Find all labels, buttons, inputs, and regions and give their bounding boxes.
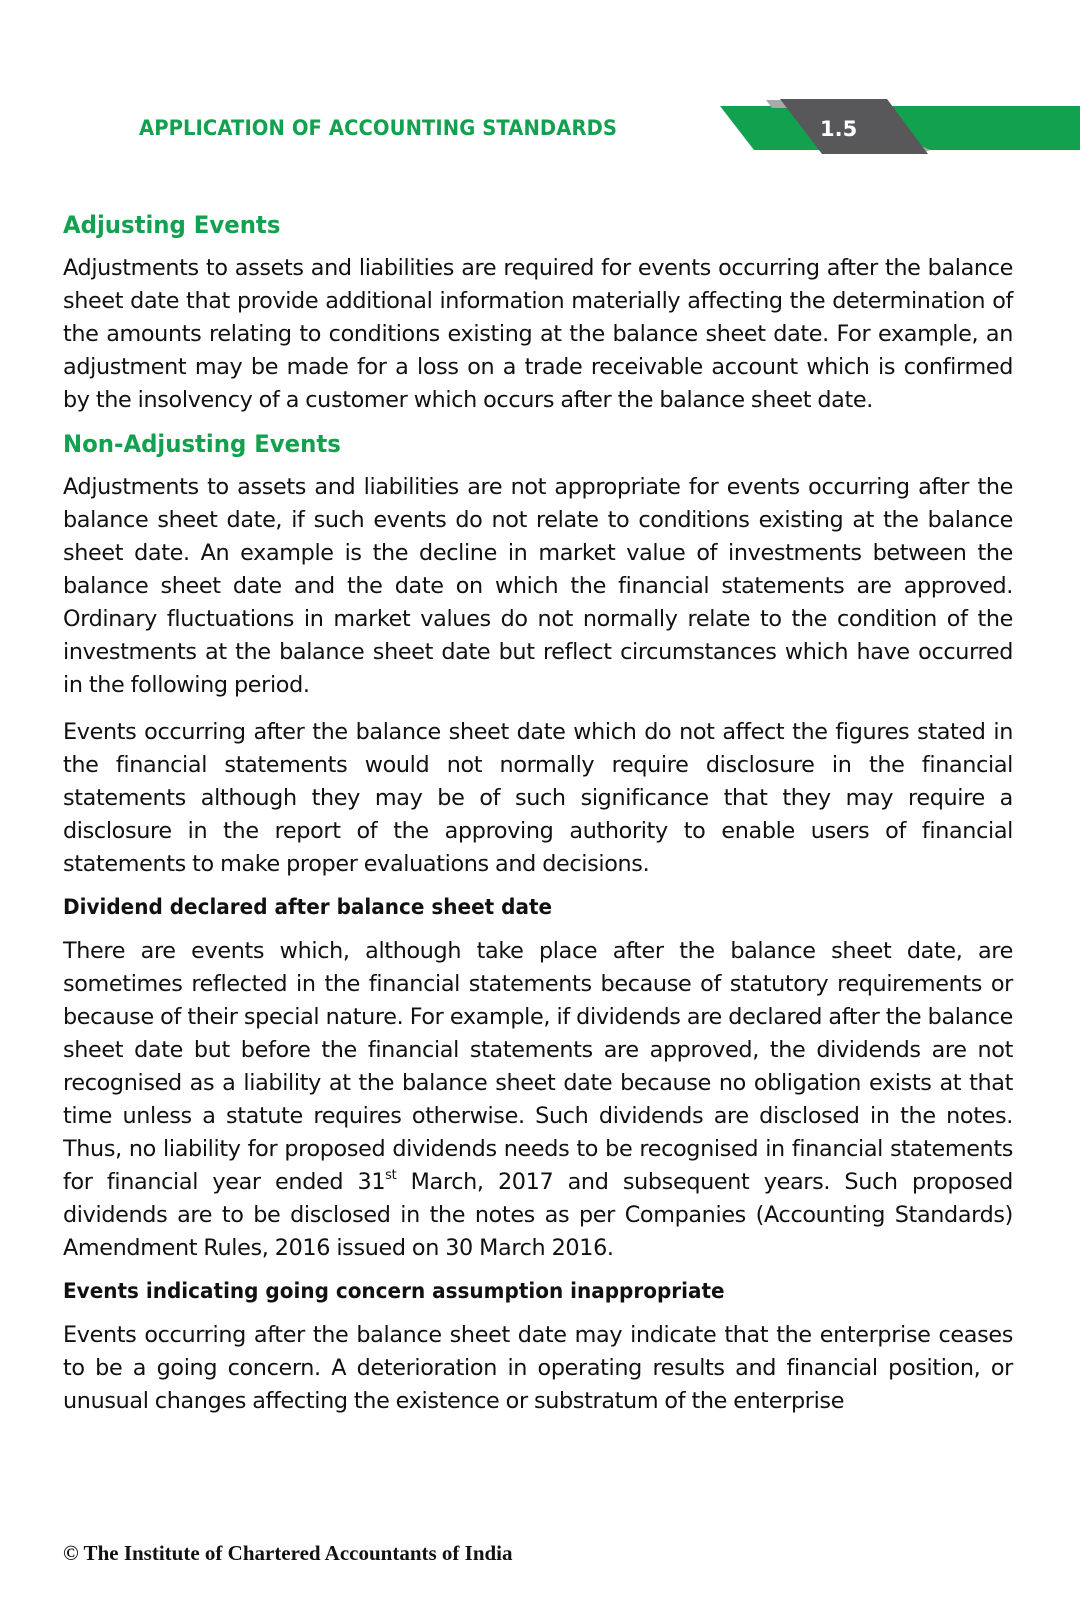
- paragraph-non-adjusting-2: Events occurring after the balance sheet date which do not affect the figures stated in the financial statements would not normally require disclosure in the financial statements although they may be of such significance that they may require a disclosure in the report of the approving authority to enable users of financial statements to make proper evaluations and decisions.: [63, 719, 1013, 877]
- main-content: [63, 210, 1013, 1418]
- paragraph-non-adjusting-1: Adjustments to assets and liabilities are not appropriate for events occurring after the balance sheet date, if such events do not relate to conditions existing at the balance sheet date. An example is the decline in market value of investments between the balance sheet date and the date on which the financial statements are approved. Ordinary fluctuations in market values do not normally relate to the condition of the investments at the balance sheet date but reflect circumstances which have occurred in the following period.: [63, 474, 1013, 698]
- paragraph-going-concern: Events occurring after the balance sheet date may indicate that the enterprise ceases to be a going concern. A deterioration in operating results and financial position, or unusual changes affecting the existence or substratum of the enterprise: [63, 1322, 1013, 1414]
- page-number: 1.5: [820, 117, 858, 141]
- heading-going-concern: Events indicating going concern assumption inappropriate: [63, 1279, 725, 1304]
- running-title: APPLICATION OF ACCOUNTING STANDARDS: [139, 116, 618, 140]
- heading-non-adjusting-events: Non-Adjusting Events: [63, 430, 341, 458]
- header-banner: [0, 0, 1080, 170]
- ordinal-superscript: st: [385, 1168, 397, 1183]
- paragraph-dividend: [63, 935, 1013, 1265]
- heading-dividend-declared: Dividend declared after balance sheet date: [63, 895, 553, 920]
- footer-copyright: © The Institute of Chartered Accountants of India: [63, 1541, 513, 1565]
- heading-adjusting-events: Adjusting Events: [63, 211, 281, 239]
- dividend-text-part2: March, 2017 and subsequent years. Such proposed dividends are to be disclosed in the notes as per Companies (Accounting Standards) Amendment Rules, 2016 issued on 30 March 2016.: [63, 1169, 1013, 1261]
- paragraph-adjusting-events: Adjustments to assets and liabilities are required for events occurring after the balance sheet date that provide additional information materially affecting the determination of the amounts relating to conditions existing at the balance sheet date. For example, an adjustment may be made for a loss on a trade receivable account which is confirmed by the insolvency of a customer which occurs after the balance sheet date.: [63, 255, 1013, 413]
- dividend-text-part1: There are events which, although take place after the balance sheet date, are sometimes reflected in the financial statements because of statutory requirements or because of their special nature. For example, if dividends are declared after the balance sheet date but before the financial statements are approved, the dividends are not recognised as a liability at the balance sheet date because no obligation exists at that time unless a statute requires otherwise. Such dividends are disclosed in the notes. Thus, no liability for proposed dividends needs to be recognised in financial statements for financial year ended 31: [63, 938, 1013, 1195]
